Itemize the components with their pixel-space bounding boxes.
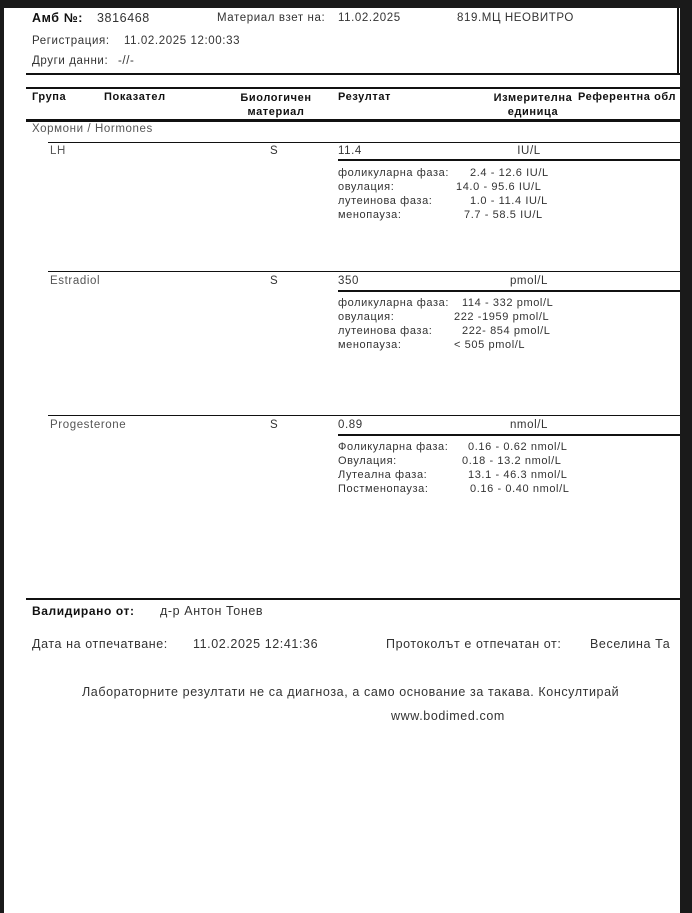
ref-label: овулация: (338, 311, 395, 323)
printed-by: Веселина Та (590, 637, 671, 651)
ref-label: менопауза: (338, 209, 402, 221)
test-name: Estradiol (50, 275, 101, 287)
test-material: S (270, 275, 279, 287)
ref-label: Постменопауза: (338, 483, 429, 495)
validated-by: д-р Антон Тонев (160, 604, 264, 618)
test-result: 350 (338, 275, 359, 287)
header-bottom-rule (26, 73, 680, 75)
test-top-rule (48, 415, 680, 416)
other-data-value: -//- (118, 55, 135, 67)
test-result: 11.4 (338, 145, 362, 157)
print-date: 11.02.2025 12:41:36 (193, 637, 319, 651)
material-taken-date: 11.02.2025 (338, 12, 401, 24)
amb-label: Амб №: (32, 11, 83, 25)
test-unit: IU/L (517, 145, 541, 157)
test-top-rule (48, 142, 680, 143)
registration-value: 11.02.2025 12:00:33 (124, 35, 241, 47)
test-unit: pmol/L (509, 275, 549, 287)
col-reference: Референтна обл (578, 91, 677, 103)
registration-label: Регистрация: (32, 35, 110, 47)
ref-value: 2.4 - 12.6 IU/L (470, 167, 549, 179)
ref-value: 222 -1959 pmol/L (454, 311, 550, 323)
lab-report-page (4, 8, 680, 913)
amb-number: 3816468 (97, 11, 150, 25)
ref-label: фоликуларна фаза: (338, 297, 450, 309)
col-result: Резултат (338, 91, 392, 103)
ref-label: овулация: (338, 181, 395, 193)
test-material: S (270, 145, 279, 157)
material-taken-label: Материал взет на: (217, 12, 326, 24)
table-header-bottom-rule (26, 119, 680, 122)
table-header-top-rule (26, 87, 680, 89)
ref-value: 114 - 332 pmol/L (462, 297, 554, 309)
ref-value: 0.18 - 13.2 nmol/L (462, 455, 562, 467)
test-name: LH (50, 145, 66, 157)
printed-by-label: Протоколът е отпечатан от: (386, 637, 562, 651)
ref-value: < 505 pmol/L (454, 339, 526, 351)
col-group: Група (32, 91, 67, 103)
ref-value: 222- 854 pmol/L (462, 325, 551, 337)
ref-label: менопауза: (338, 339, 402, 351)
print-date-label: Дата на отпечатване: (32, 637, 168, 651)
ref-value: 1.0 - 11.4 IU/L (470, 195, 548, 207)
lab-name: 819.МЦ НЕОВИТРО (457, 12, 574, 24)
other-data-label: Други данни: (32, 55, 109, 67)
col-indicator: Показател (104, 91, 166, 103)
group-name: Хормони / Hormones (32, 123, 153, 135)
col-bio-material: Биологичен материал (240, 92, 312, 118)
ref-label: Лутеална фаза: (338, 469, 428, 481)
footer-top-rule (26, 598, 680, 600)
validated-label: Валидирано от: (32, 604, 135, 618)
website-text: www.bodimed.com (391, 709, 505, 723)
ref-label: фоликуларна фаза: (338, 167, 450, 179)
ref-value: 14.0 - 95.6 IU/L (456, 181, 542, 193)
ref-label: Овулация: (338, 455, 397, 467)
test-top-rule (48, 271, 680, 272)
test-unit: nmol/L (509, 419, 549, 431)
result-underline (338, 434, 680, 436)
ref-label: лутеинова фаза: (338, 325, 433, 337)
test-material: S (270, 419, 279, 431)
col-unit: Измерителна единица (493, 92, 573, 118)
disclaimer-text: Лабораторните резултати не са диагноза, а само основание за такава. Консултирай (82, 685, 620, 699)
ref-value: 0.16 - 0.40 nmol/L (470, 483, 570, 495)
test-result: 0.89 (338, 419, 363, 431)
ref-value: 7.7 - 58.5 IU/L (464, 209, 543, 221)
result-underline (338, 290, 680, 292)
test-name: Progesterone (50, 419, 127, 431)
header-right-border (677, 8, 679, 74)
result-underline (338, 159, 680, 161)
ref-value: 13.1 - 46.3 nmol/L (468, 469, 568, 481)
ref-label: лутеинова фаза: (338, 195, 433, 207)
ref-value: 0.16 - 0.62 nmol/L (468, 441, 568, 453)
ref-label: Фоликуларна фаза: (338, 441, 449, 453)
